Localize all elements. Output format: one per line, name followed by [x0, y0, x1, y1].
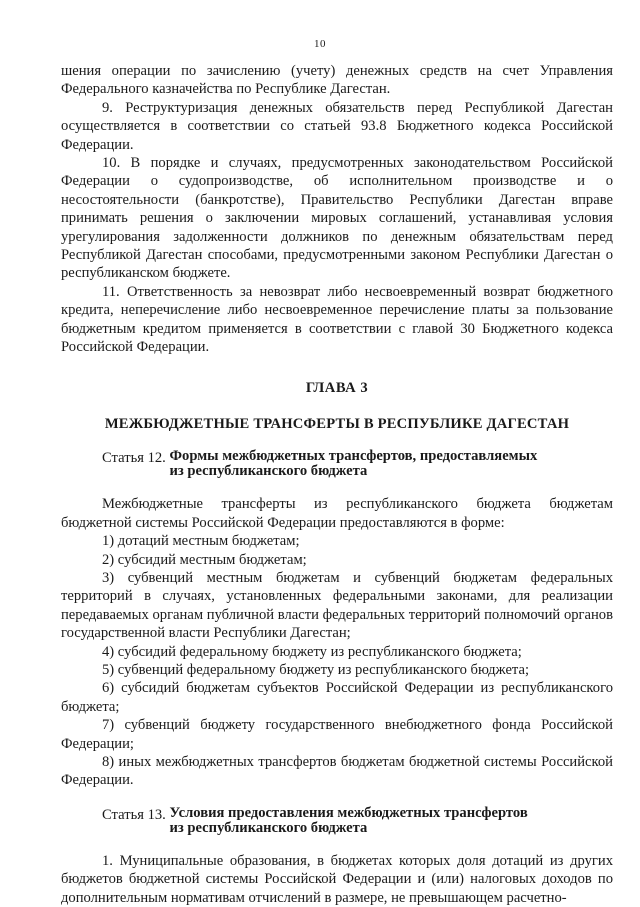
article-12-item-3: 3) субвенций местным бюджетам и субвенций бюджетам федеральных территорий в случаях, установленных федеральными законами, для реализации передаваемых органам публичной власти федеральных территорий полномочий органов государственной власти Республики Дагестан; [61, 569, 613, 642]
article-12-intro: Межбюджетные трансферты из республиканского бюджета бюджетам бюджетной системы Российской Федерации предоставляются в форме: [61, 496, 613, 531]
article-12-title-line-2: из республиканского бюджета [169, 463, 368, 480]
article-12-item-1: 1) дотаций местным бюджетам; [102, 533, 300, 550]
article-13-label: Статья 13. [102, 806, 170, 823]
page-number: 10 [314, 38, 326, 50]
article-12-item-8: 8) иных межбюджетных трансфертов бюджетам бюджетной системы Российской Федерации. [61, 754, 613, 789]
paragraph-9: 9. Реструктуризация денежных обязательств перед Республикой Дагестан осуществляется в соответствии со статьей 93.8 Бюджетного кодекса Российской Федерации. [61, 99, 613, 153]
chapter-subtitle: МЕЖБЮДЖЕТНЫЕ ТРАНСФЕРТЫ В РЕСПУБЛИКЕ ДАГЕСТАН [104, 415, 570, 432]
article-12-label: Статья 12. [102, 450, 170, 467]
document-body [61, 62, 613, 907]
article-12-item-7: 7) субвенций бюджету государственного внебюджетного фонда Российской Федерации; [61, 717, 613, 752]
article-13-title-line-2: из республиканского бюджета [169, 819, 368, 836]
paragraph-continuation: шения операции по зачислению (учету) денежных средств на счет Управления Федерального казначейства по Республике Дагестан. [61, 63, 613, 98]
article-12-item-4: 4) субсидий федеральному бюджету из республиканского бюджета; [102, 643, 522, 660]
article-13-title [169, 806, 527, 836]
paragraph-11: 11. Ответственность за невозврат либо несвоевременный возврат бюджетного кредита, неперечисление либо несвоевременное перечисление платы за пользование бюджетным кредитом применяется в соответствии с главой 30 Бюджетного кодекса Российской Федерации. [61, 283, 613, 356]
article-13-paragraph-1: 1. Муниципальные образования, в бюджетах которых доля дотаций из других бюджетов бюджетной системы Российской Федерации и (или) налоговых доходов по дополнительным нормативам отчислений в размере, не превышающем расчетно- [61, 852, 613, 906]
article-12-item-5: 5) субвенций федеральному бюджету из республиканского бюджета; [102, 661, 530, 678]
paragraph-10: 10. В порядке и случаях, предусмотренных законодательством Российской Федерации о судопроизводстве, об исполнительном производстве и о несостоятельности (банкротстве), Правительство Республики Дагестан вправе принимать решения о заключении мировых соглашений, устанавливая условия урегулирования задолженности должников по денежным обязательствам перед Республикой Дагестан способами, предусмотренными законом Республики Дагестан о республиканском бюджете. [61, 155, 613, 282]
article-12-item-6: 6) субсидий бюджетам субъектов Российской Федерации из республиканского бюджета; [61, 680, 613, 715]
article-12-title [169, 449, 537, 479]
article-13-heading [61, 806, 613, 836]
article-13-title-line-1: Условия предоставления межбюджетных трансфертов [169, 804, 528, 821]
article-12-title-line-1: Формы межбюджетных трансфертов, предоставляемых [169, 448, 538, 465]
article-12-heading [61, 449, 613, 479]
article-12-item-2: 2) субсидий местным бюджетам; [102, 551, 307, 568]
chapter-title: ГЛАВА 3 [305, 379, 369, 396]
